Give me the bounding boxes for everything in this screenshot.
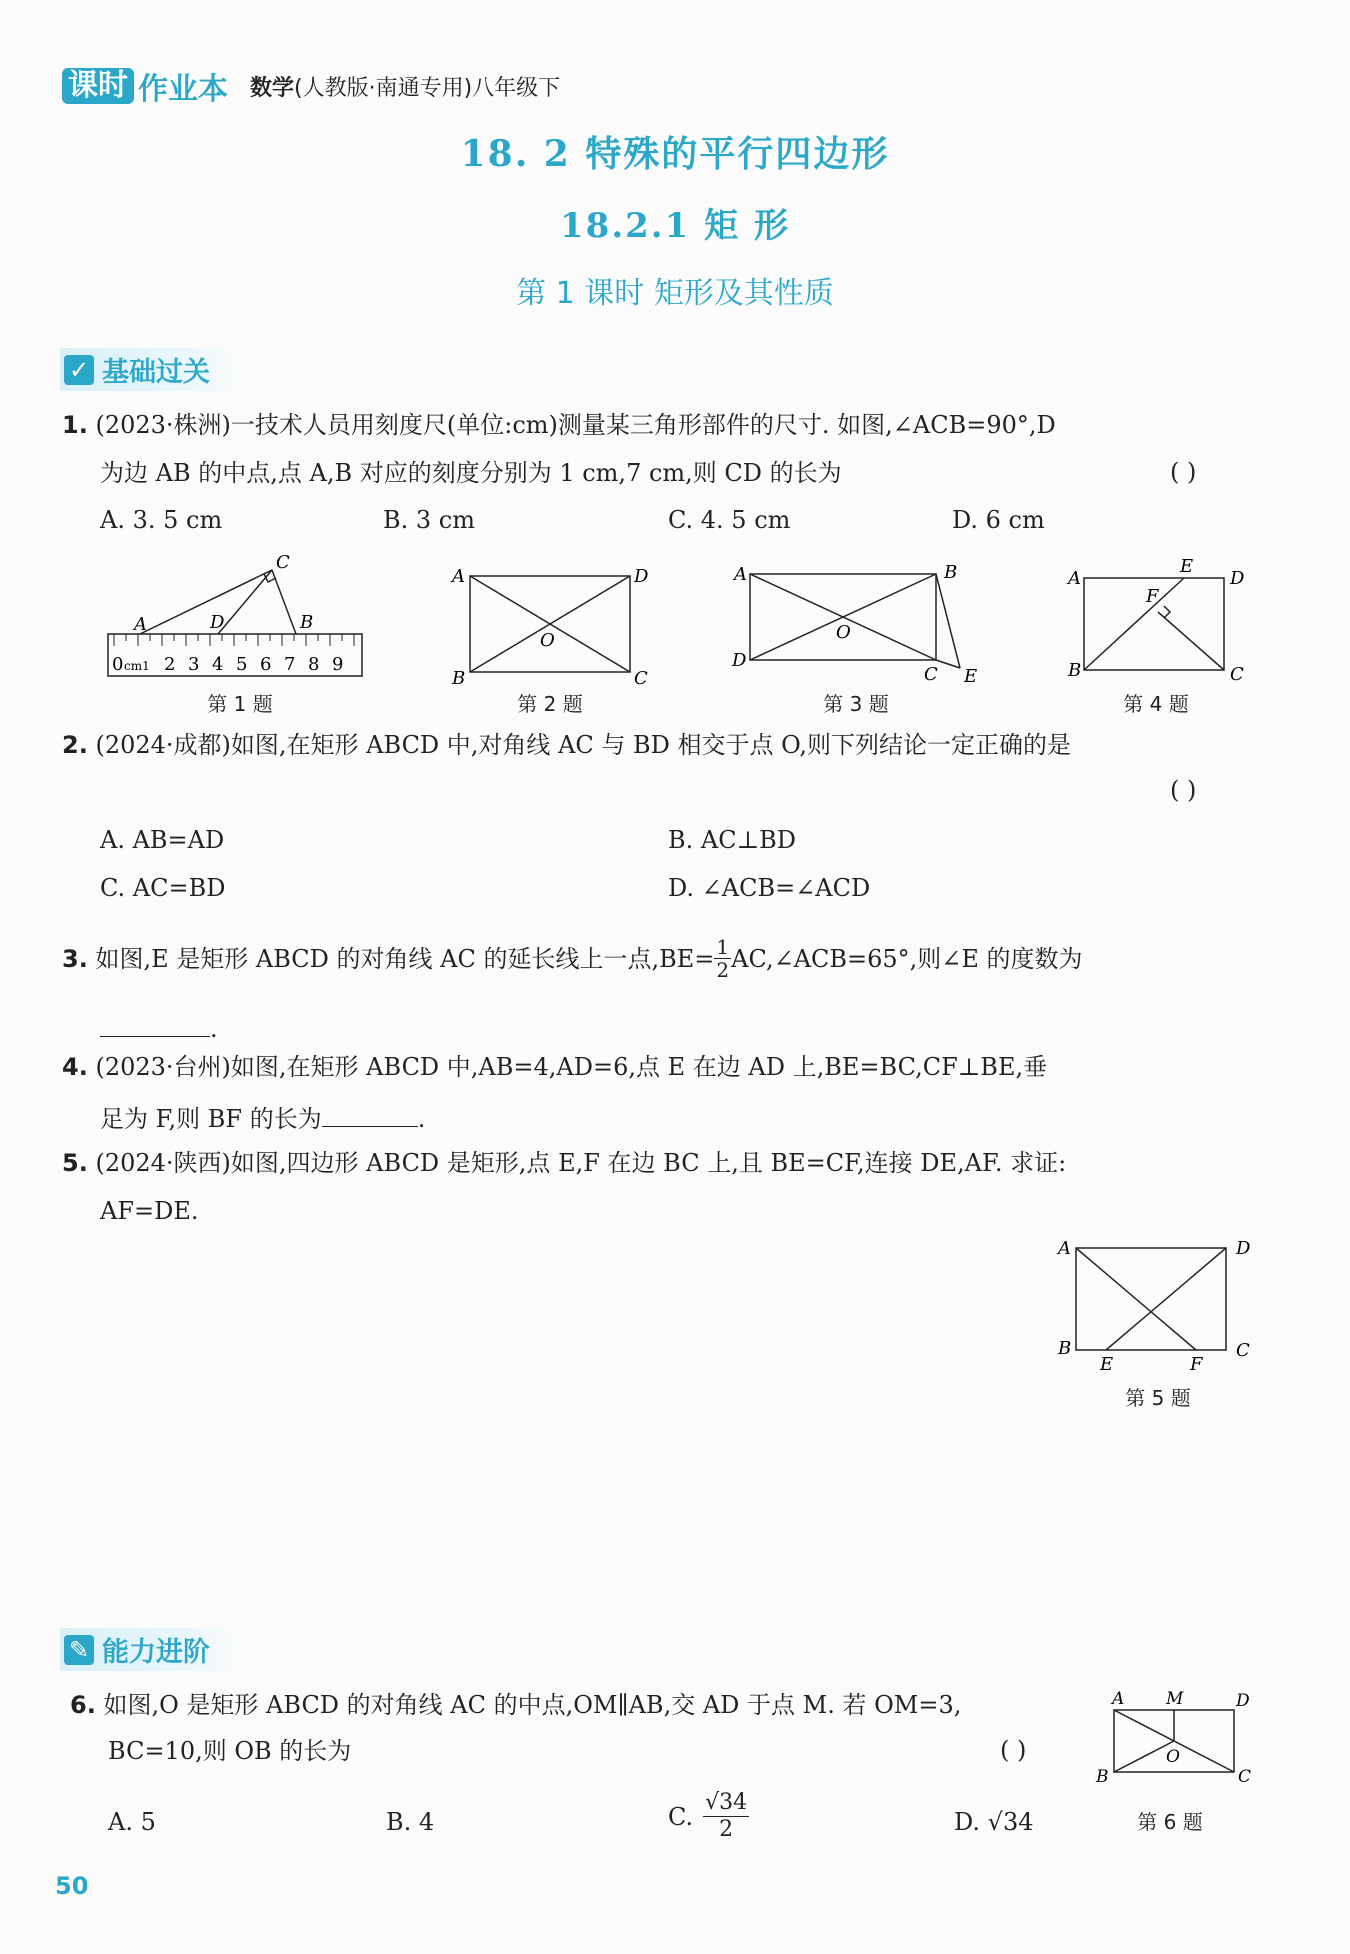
- fig2-label-c: C: [634, 668, 648, 689]
- fig6-label-b: B: [1096, 1767, 1109, 1787]
- q4-text1: (2023·台州)如图,在矩形 ABCD 中,AB=4,AD=6,点 E 在边 AD 上,BE=BC,CF⊥BE,垂: [95, 1053, 1048, 1081]
- q2-option-c: C. AC=BD: [100, 874, 226, 902]
- q6-option-a: A. 5: [108, 1808, 156, 1836]
- q1-option-b: B. 3 cm: [383, 506, 475, 534]
- q3-text-post: AC,∠ACB=65°,则∠E 的度数为: [731, 944, 1083, 973]
- q2-option-d: D. ∠ACB=∠ACD: [668, 874, 871, 902]
- q4-line1: [62, 1052, 1047, 1082]
- ruler-tick-9: 9: [332, 654, 344, 675]
- q6-option-d: D. √34: [954, 1808, 1034, 1836]
- fig2-label-a: A: [452, 566, 465, 587]
- q6-text2: BC=10,则 OB 的长为: [108, 1737, 352, 1765]
- ruler-tick-3: 3: [188, 654, 200, 675]
- q1-answer-bracket: ( ): [1170, 458, 1197, 486]
- page-number: 50: [55, 1872, 89, 1900]
- section-advance: [60, 1628, 240, 1671]
- q1-text1: (2023·株洲)一技术人员用刻度尺(单位:cm)测量某三角形部件的尺寸. 如图,∠ACB=90°,D: [95, 411, 1056, 439]
- ruler-tick-1: cm1: [124, 659, 150, 673]
- fig3-label-o: O: [836, 622, 851, 643]
- fig5-label-b: B: [1058, 1338, 1072, 1359]
- fig3-label-d: D: [732, 650, 747, 671]
- figure-2: [448, 560, 658, 690]
- fig6-label-o: O: [1166, 1747, 1180, 1767]
- figure-5-caption: 第 5 题: [1125, 1386, 1191, 1410]
- q6-number: 6.: [70, 1691, 96, 1719]
- fig6-label-a: A: [1112, 1689, 1125, 1709]
- q3-blank[interactable]: [100, 1010, 210, 1037]
- fig4-label-d: D: [1230, 568, 1245, 589]
- q6-option-c-denominator: 2: [719, 1817, 734, 1842]
- q6-line1: [70, 1690, 961, 1720]
- q1-line1: [62, 410, 1056, 440]
- q4-line2: [100, 1100, 425, 1134]
- book-subtitle: [250, 71, 560, 102]
- q2-line1: [62, 730, 1071, 760]
- figure-4: [1060, 552, 1260, 690]
- lesson-title: 第 1 课时 矩形及其性质: [516, 276, 834, 311]
- fig4-label-a: A: [1068, 568, 1081, 589]
- ruler-tick-7: 7: [284, 654, 296, 675]
- section-basic: [60, 348, 240, 391]
- fig1-label-b: B: [300, 612, 314, 633]
- q3-frac-numerator: 1: [716, 935, 730, 959]
- figure-1: [100, 548, 370, 688]
- checkbox-icon: ✓: [64, 355, 94, 385]
- q5-line1: [62, 1148, 1066, 1178]
- q3-line1: [62, 936, 1083, 981]
- q1-number: 1.: [62, 411, 88, 439]
- q6-option-c-numerator: √34: [705, 1790, 748, 1815]
- ruler-tick-6: 6: [260, 654, 272, 675]
- q3-frac-denominator: 2: [716, 958, 730, 982]
- q3-text-pre: 如图,E 是矩形 ABCD 的对角线 AC 的延长线上一点,BE=: [95, 944, 715, 973]
- pencil-icon: ✎: [64, 1635, 94, 1665]
- q2-option-b: B. AC⊥BD: [668, 826, 797, 854]
- fig1-label-d: D: [210, 612, 225, 633]
- subsection-title: 18.2.1 矩 形: [560, 206, 790, 246]
- fig4-label-b: B: [1068, 660, 1082, 681]
- q5-number: 5.: [62, 1149, 88, 1177]
- logo-zuoyeben: 作业本: [138, 72, 228, 107]
- q6-option-b: B. 4: [386, 1808, 435, 1836]
- fig6-label-c: C: [1238, 1767, 1252, 1787]
- q5-text1: (2024·陕西)如图,四边形 ABCD 是矩形,点 E,F 在边 BC 上,且 BE=CF,连接 DE,AF. 求证:: [95, 1149, 1067, 1177]
- logo-keshi: 课时: [62, 68, 134, 104]
- q6-text1: 如图,O 是矩形 ABCD 的对角线 AC 的中点,OM∥AB,交 AD 于点 M. 若 OM=3,: [103, 1691, 962, 1719]
- q3-end: .: [210, 1015, 218, 1043]
- q2-option-a: A. AB=AD: [100, 826, 225, 854]
- fig1-label-a: A: [134, 614, 147, 635]
- q1-option-a: A. 3. 5 cm: [100, 506, 223, 534]
- fig5-label-a: A: [1058, 1238, 1071, 1259]
- q3-number: 3.: [62, 944, 88, 973]
- q1-option-c: C. 4. 5 cm: [668, 506, 791, 534]
- figure-6: [1090, 1686, 1260, 1796]
- fig4-label-f: F: [1146, 586, 1159, 607]
- figure-5: [1050, 1232, 1270, 1382]
- q6-option-c-label: C.: [668, 1802, 694, 1831]
- ruler-tick-2: 2: [164, 654, 176, 675]
- fig2-label-b: B: [452, 668, 466, 689]
- q3-fraction: [714, 936, 731, 981]
- fig6-label-m: M: [1166, 1689, 1184, 1709]
- figure-3-caption: 第 3 题: [823, 692, 889, 716]
- q4-end: .: [417, 1105, 426, 1133]
- section-title: 18. 2 特殊的平行四边形: [460, 133, 890, 175]
- q3-answer-line: [100, 1010, 218, 1044]
- q4-text2: 足为 F,则 BF 的长为: [100, 1105, 322, 1133]
- figure-4-caption: 第 4 题: [1123, 692, 1189, 716]
- book-header: [62, 68, 561, 107]
- fig6-label-d: D: [1236, 1691, 1250, 1711]
- section-basic-label: 基础过关: [102, 357, 210, 388]
- fig5-label-d: D: [1236, 1238, 1251, 1259]
- q2-number: 2.: [62, 731, 88, 759]
- q4-blank[interactable]: [322, 1100, 418, 1127]
- q6-answer-bracket: ( ): [1000, 1736, 1027, 1764]
- q6-option-c-fraction: [703, 1790, 749, 1843]
- q2-text1: (2024·成都)如图,在矩形 ABCD 中,对角线 AC 与 BD 相交于点 O,则下列结论一定正确的是: [95, 731, 1072, 759]
- section-advance-label: 能力进阶: [102, 1637, 210, 1668]
- figure-2-caption: 第 2 题: [517, 692, 583, 716]
- q4-number: 4.: [62, 1053, 88, 1081]
- fig2-label-d: D: [634, 566, 649, 587]
- q6-option-c: [668, 1790, 749, 1843]
- fig5-label-f: F: [1190, 1354, 1203, 1375]
- edition: (人教版·南通专用)八年级下: [294, 75, 561, 101]
- figure-6-caption: 第 6 题: [1137, 1810, 1203, 1834]
- fig4-label-c: C: [1230, 664, 1244, 685]
- ruler-tick-4: 4: [212, 654, 224, 675]
- q5-text2: AF=DE.: [100, 1197, 199, 1225]
- fig3-label-a: A: [734, 564, 747, 585]
- subject: 数学: [250, 75, 295, 101]
- q1-option-d: D. 6 cm: [952, 506, 1045, 534]
- fig3-label-e: E: [964, 666, 978, 687]
- fig5-label-c: C: [1236, 1340, 1250, 1361]
- fig3-label-b: B: [944, 562, 958, 583]
- figure-3: [728, 556, 988, 690]
- fig4-label-e: E: [1180, 556, 1194, 577]
- fig1-label-c: C: [276, 552, 290, 573]
- ruler-tick-0: 0: [112, 654, 124, 675]
- fig3-label-c: C: [924, 664, 938, 685]
- q1-text2: 为边 AB 的中点,点 A,B 对应的刻度分别为 1 cm,7 cm,则 CD 的长为: [100, 459, 842, 487]
- ruler-tick-8: 8: [308, 654, 320, 675]
- fig5-label-e: E: [1100, 1354, 1114, 1375]
- figure-1-caption: 第 1 题: [207, 692, 273, 716]
- q2-answer-bracket: ( ): [1170, 776, 1197, 804]
- fig2-label-o: O: [540, 630, 555, 651]
- ruler-tick-5: 5: [236, 654, 248, 675]
